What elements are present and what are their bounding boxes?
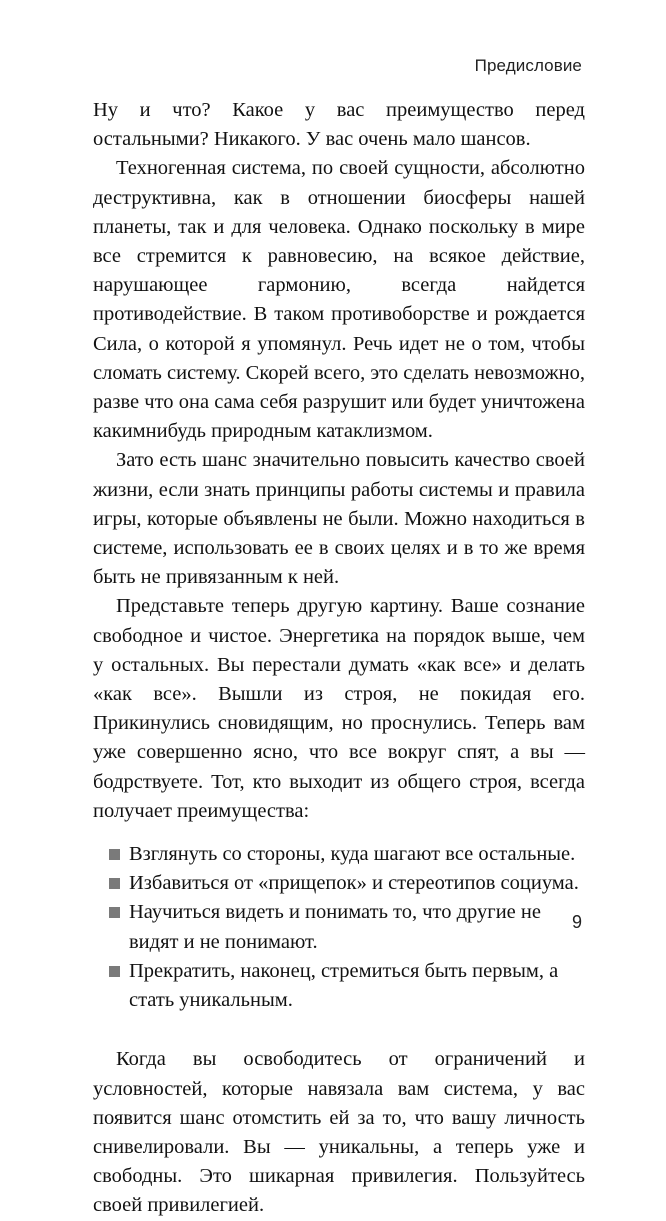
bullet-item <box>93 869 585 898</box>
square-bullet-icon <box>109 878 120 889</box>
section-spacer <box>93 1015 585 1045</box>
bullet-list <box>93 840 585 1015</box>
bullet-item <box>93 898 585 956</box>
page-number: 9 <box>571 912 582 932</box>
paragraph: Представьте теперь другую картину. Ваше сознание свободное и чистое. Энергетика на порядок выше, чем у остальных. Вы перестали думать «как все» и делать «как все». Вышли из строя, не покидая его. Прикинулись сновидящим, но проснулись. Теперь вам уже совершенно ясно, что все вокруг спят, а вы — бодрствуете. Тот, кто выходит из общего строя, всегда получает преимущества: <box>93 595 585 822</box>
bullet-item <box>93 957 585 1015</box>
bullet-text: Взглянуть со стороны, куда шагают все остальные. <box>129 843 576 866</box>
square-bullet-icon <box>109 966 120 977</box>
body-text <box>93 96 585 1221</box>
bullet-text: Научиться видеть и понимать то, что другие не видят и не понимают. <box>129 901 541 953</box>
bullet-text: Избавиться от «прищепок» и стереотипов социума. <box>129 872 579 895</box>
running-head: Предисловие <box>474 56 582 75</box>
closing-paragraph: Когда вы освободитесь от ограничений и условностей, которые навязала вам система, у вас появится шанс отомстить ей за то, что вашу личность снивелировали. Вы — уникальны, а теперь уже и свободны. Это шикарная привилегия. Пользуйтесь своей привилегией. <box>93 1048 585 1217</box>
paragraph: Зато есть шанс значительно повысить качество своей жизни, если знать принципы работы системы и правила игры, которые объявлены не были. Можно находиться в системе, использовать ее в своих целях и в то же время быть не привязанным к ней. <box>93 449 585 589</box>
square-bullet-icon <box>109 907 120 918</box>
paragraph: Ну и что? Какое у вас преимущество перед остальными? Никакого. У вас очень мало шансов. <box>93 99 585 151</box>
bullet-text: Прекратить, наконец, стремиться быть первым, а стать уникальным. <box>129 959 559 1012</box>
square-bullet-icon <box>109 849 120 860</box>
paragraph: Техногенная система, по своей сущности, абсолютно деструктивна, как в отношении биосферы нашей планеты, так и для человека. Однако поскольку в мире все стремится к равновесию, на всякое действие, нарушающее гармонию, всегда найдется противодействие. В таком противоборстве и рождается Сила, о которой я упомянул. Речь идет не о том, чтобы сломать систему. Скорей всего, это сделать невозможно, разве что она сама себя разрушит или будет уничтожена какимнибудь природным катаклизмом. <box>93 157 585 443</box>
bullet-item <box>93 840 585 869</box>
